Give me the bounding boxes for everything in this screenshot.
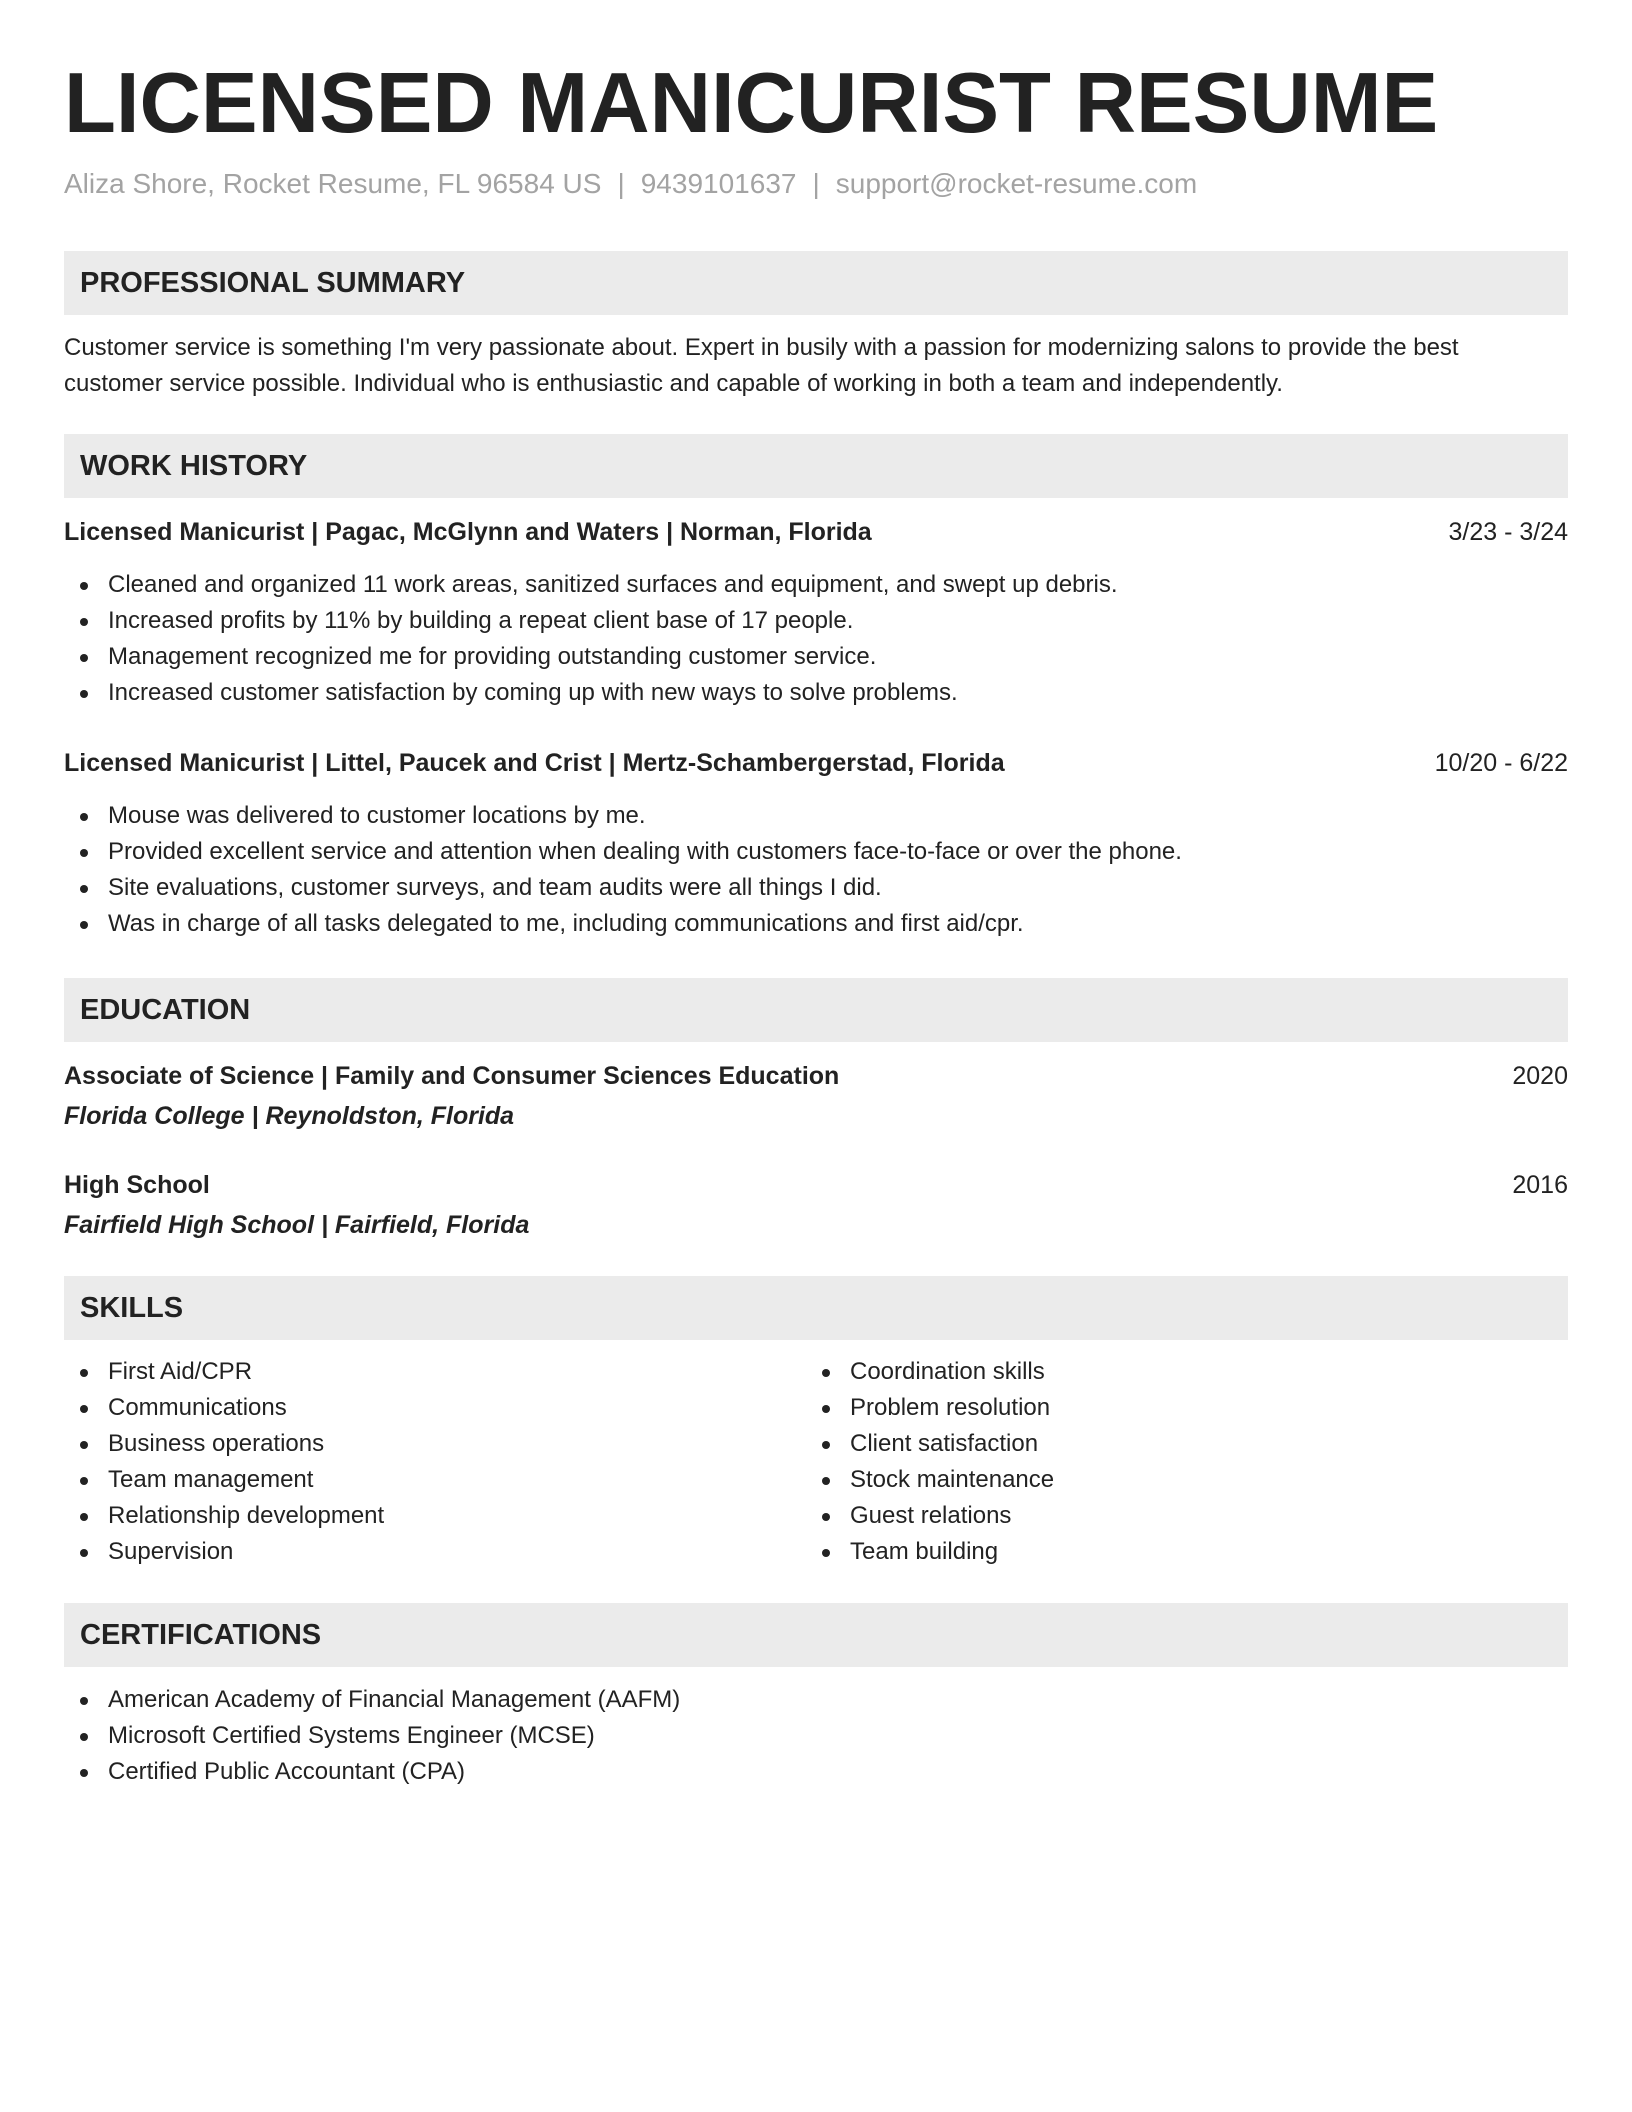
section-title-work-history: WORK HISTORY bbox=[80, 450, 308, 482]
job-bullet: Increased customer satisfaction by coming up with new ways to solve problems. bbox=[64, 675, 1118, 711]
education-header bbox=[64, 1058, 1568, 1094]
education-degree: High School bbox=[64, 1171, 210, 1199]
section-header-summary bbox=[64, 251, 1568, 315]
job-bullet: Management recognized me for providing outstanding customer service. bbox=[64, 639, 1118, 675]
section-title-education: EDUCATION bbox=[80, 994, 251, 1026]
section-title-skills: SKILLS bbox=[80, 1292, 184, 1324]
job-bullet: Site evaluations, customer surveys, and team audits were all things I did. bbox=[64, 870, 1182, 906]
job-bullet-list bbox=[64, 567, 1118, 711]
certification-item: American Academy of Financial Management (AAFM) bbox=[64, 1682, 680, 1718]
job-dates: 3/23 - 3/24 bbox=[1448, 518, 1568, 546]
skill-item: Relationship development bbox=[64, 1498, 384, 1534]
contact-phone: 9439101637 bbox=[640, 168, 797, 199]
summary-text bbox=[64, 330, 1568, 402]
job-bullet: Mouse was delivered to customer locations by me. bbox=[64, 798, 1182, 834]
section-title-certifications: CERTIFICATIONS bbox=[80, 1619, 322, 1651]
skills-list-right bbox=[806, 1354, 1054, 1570]
section-header-work-history bbox=[64, 434, 1568, 498]
education-school: Fairfield High School | Fairfield, Florida bbox=[64, 1211, 530, 1239]
section-header-certifications bbox=[64, 1603, 1568, 1667]
job-title: Licensed Manicurist | Littel, Paucek and Crist | Mertz-Schambergerstad, Florida bbox=[64, 749, 1005, 777]
section-header-education bbox=[64, 978, 1568, 1042]
summary-line: Customer service is something I'm very passionate about. Expert in busily with a passion for modernizing salons to provide the best bbox=[64, 334, 1459, 361]
skill-item: Guest relations bbox=[806, 1498, 1054, 1534]
skill-item: Client satisfaction bbox=[806, 1426, 1054, 1462]
skills-list-left bbox=[64, 1354, 384, 1570]
summary-line: customer service possible. Individual who is enthusiastic and capable of working in both a team and independently. bbox=[64, 370, 1283, 397]
skill-item: Supervision bbox=[64, 1534, 384, 1570]
job-header bbox=[64, 745, 1568, 781]
job-bullet: Increased profits by 11% by building a repeat client base of 17 people. bbox=[64, 603, 1118, 639]
skill-item: Problem resolution bbox=[806, 1390, 1054, 1426]
job-header bbox=[64, 514, 1568, 550]
certifications-list bbox=[64, 1682, 680, 1790]
contact-separator: | bbox=[812, 168, 820, 199]
contact-separator: | bbox=[617, 168, 625, 199]
skill-item: Business operations bbox=[64, 1426, 384, 1462]
skill-item: Coordination skills bbox=[806, 1354, 1054, 1390]
job-bullet-list bbox=[64, 798, 1182, 942]
skill-item: Team management bbox=[64, 1462, 384, 1498]
education-school: Florida College | Reynoldston, Florida bbox=[64, 1102, 515, 1130]
education-year: 2016 bbox=[1512, 1171, 1568, 1199]
section-title-summary: PROFESSIONAL SUMMARY bbox=[80, 267, 466, 299]
skill-item: Communications bbox=[64, 1390, 384, 1426]
job-title: Licensed Manicurist | Pagac, McGlynn and Waters | Norman, Florida bbox=[64, 518, 872, 546]
skill-item: First Aid/CPR bbox=[64, 1354, 384, 1390]
certification-item: Microsoft Certified Systems Engineer (MCSE) bbox=[64, 1718, 680, 1754]
skill-item: Stock maintenance bbox=[806, 1462, 1054, 1498]
job-bullet: Provided excellent service and attention when dealing with customers face-to-face or over the phone. bbox=[64, 834, 1182, 870]
resume-title: LICENSED MANICURIST RESUME bbox=[64, 56, 1439, 151]
section-header-skills bbox=[64, 1276, 1568, 1340]
education-year: 2020 bbox=[1512, 1062, 1568, 1090]
certification-item: Certified Public Accountant (CPA) bbox=[64, 1754, 680, 1790]
job-bullet: Was in charge of all tasks delegated to me, including communications and first aid/cpr. bbox=[64, 906, 1182, 942]
contact-line bbox=[64, 164, 1197, 204]
education-header bbox=[64, 1167, 1568, 1203]
education-degree: Associate of Science | Family and Consumer Sciences Education bbox=[64, 1062, 840, 1090]
job-bullet: Cleaned and organized 11 work areas, sanitized surfaces and equipment, and swept up debris. bbox=[64, 567, 1118, 603]
contact-address: Aliza Shore, Rocket Resume, FL 96584 US bbox=[64, 168, 602, 199]
job-dates: 10/20 - 6/22 bbox=[1434, 749, 1568, 777]
contact-email: support@rocket-resume.com bbox=[835, 168, 1198, 199]
skill-item: Team building bbox=[806, 1534, 1054, 1570]
